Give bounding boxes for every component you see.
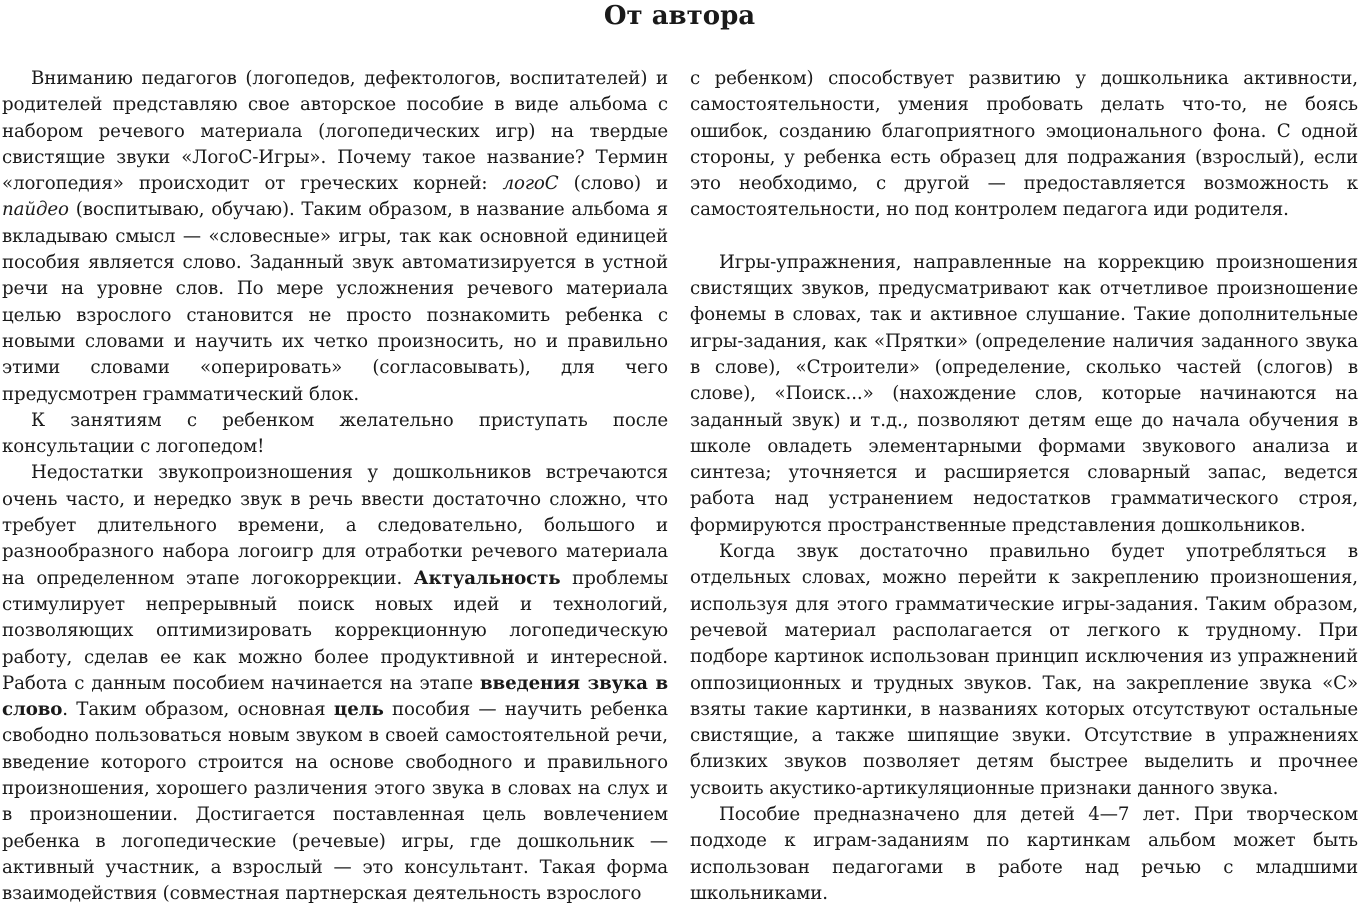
text-segment: пособия — научить ребенка свободно пользоваться новым звуком в своей самостоятельной речи, введение которого строится на основе свободного и правильного произношения, хорошего различения этого звука в словах на слух и в произношении. Достигается поставленная цель вовлечением ребенка в логопедические (речевые) игры, где дошкольник — активный участник, а взрослый — это консультант. Такая форма взаимодействия (совместная партнерская деятельность взрослого bbox=[2, 699, 668, 905]
paragraph-continuation: с ребенком) способствует развитию у дошкольника активности, самостоятельности, умения пробовать делать что-то, не боясь ошибок, созданию благоприятного эмоционального фона. С одной стороны, у ребенка есть образец для подражания (взрослый), если это необходимо, с другой — предоставляется возможность к самостоятельности, но под контролем педагога иди родителя. bbox=[690, 68, 1358, 221]
text-segment: проблемы стимулирует непрерывный поиск новых идей и технологий, позволяющих оптимизировать коррекционную логопедическую работу, сделав ее как можно более продуктивной и интересной. Работа с данным пособием начинается на этапе bbox=[2, 567, 668, 694]
left-column bbox=[2, 66, 668, 908]
text-segment: (воспитываю, обучаю). Таким образом, в название альбома я вкладываю смысл — «словесные» игры, так как основной единицей пособия является слово. Заданный звук автоматизируется в устной речи на уровне слов. По мере усложнения речевого материала целью взрослого становится не просто познакомить ребенка с новыми словами и научить их четко произносить, но и правильно этими словами «оперировать» (согласовывать), для чего предусмотрен грамматический блок. bbox=[2, 199, 668, 405]
italic-term-logos: логоС bbox=[502, 173, 559, 195]
bold-term-goal: цель bbox=[333, 699, 384, 721]
italic-term-paideo: пайдео bbox=[2, 199, 69, 221]
paragraph-grammar-games: Когда звук достаточно правильно будет употребляться в отдельных словах, можно перейти к закреплению произношения, используя для этого грамматические игры-задания. Таким образом, речевой материал располагается от легкого к трудному. При подборе картинок использован принцип исключения из упражнений оппозиционных и трудных звуков. Так, на закрепление звука «С» взяты такие картинки, в названиях которых отсутствуют остальные свистящие, а также шипящие звуки. Отсутствие в упражнениях близких звуков позволяет детям быстрее выделить и прочнее усвоить акустико-артикуляционные признаки данного звука. bbox=[690, 541, 1358, 799]
right-column bbox=[690, 66, 1358, 907]
text-segment: Недостатки звукопроизношения у дошкольников встречаются очень часто, и нередко звук в речь ввести достаточно сложно, что требует длительного времени, а следовательно, большого и разнообразного набора логоигр для отработки речевого материала на определенном этапе логокоррекции. bbox=[2, 462, 668, 589]
paragraph-relevance bbox=[2, 460, 668, 907]
paragraph-intro bbox=[2, 66, 668, 408]
text-segment: (слово) и bbox=[558, 173, 669, 195]
text-segment: Вниманию педагогов (логопедов, дефектологов, воспитателей) и родителей представляю свое авторское пособие в виде альбома с набором речевого материала (логопедических игр) на твердые свистящие звуки «ЛогоС-Игры». Почему такое название? Термин «логопедия» происходит от греческих корней: bbox=[2, 68, 668, 195]
paragraph-exercises: Игры-упражнения, направленные на коррекцию произношения свистящих звуков, предусматривают как отчетливое произношение фонемы в словах, так и активное слушание. Такие дополнительные игры-задания, как «Прятки» (определение наличия заданного звука в слове), «Строители» (определение, сколько частей (слогов) в слове), «Поиск...» (нахождение слов, которые начинаются на заданный звук) и т.д., позволяют детям еще до начала обучения в школе овладеть элементарными формами звукового анализа и синтеза; уточняется и расширяется словарный запас, ведется работа над устранением недостатков грамматического строя, формируются пространственные представления дошкольников. bbox=[690, 251, 1358, 536]
text-segment: . Таким образом, основная bbox=[62, 699, 334, 721]
page-title: От автора bbox=[603, 1, 756, 31]
bold-term-sound-introduction: введения звука в слово bbox=[2, 672, 668, 721]
paragraph-target-age: Пособие предназначено для детей 4—7 лет. При творческом подходе к играм-заданиям по картинкам альбом может быть использован педагогами в работе над речью с младшими школьниками. bbox=[690, 804, 1358, 904]
paragraph-consultation: К занятиям с ребенком желательно приступать после консультации с логопедом! bbox=[2, 409, 668, 458]
bold-term-relevance: Актуальность bbox=[413, 567, 561, 589]
